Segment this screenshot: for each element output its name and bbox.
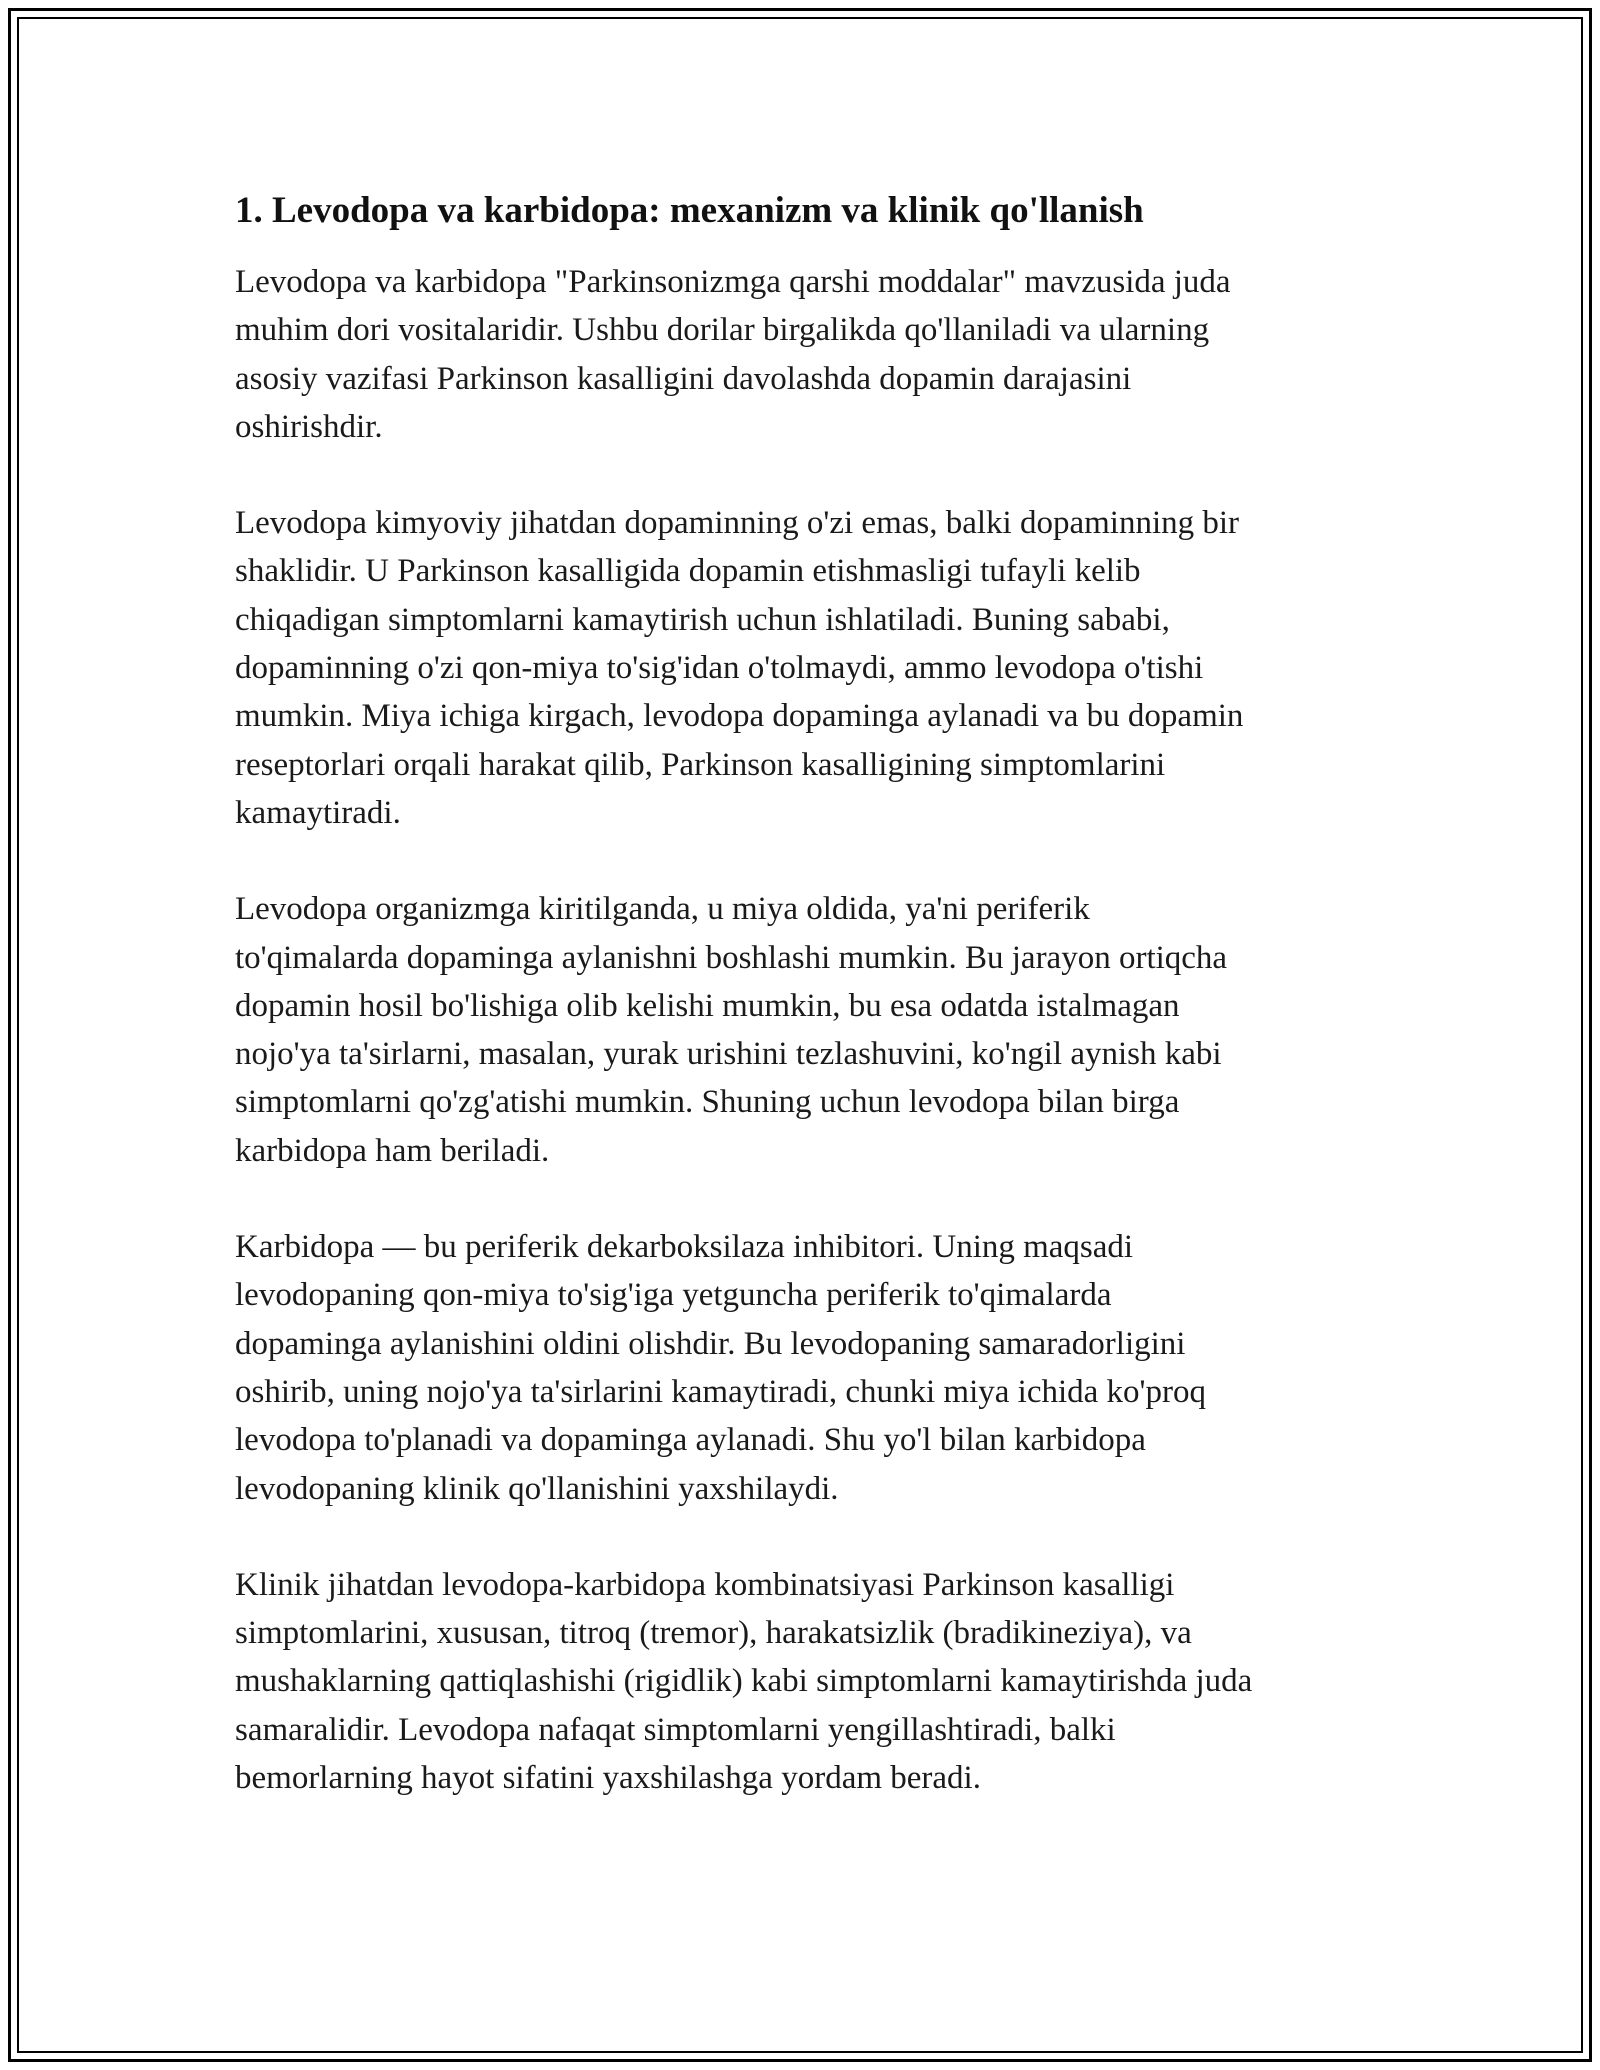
paragraph-list bbox=[235, 258, 1385, 1802]
text-line: levodopaning qon-miya to'sig'iga yetguncha periferik to'qimalarda bbox=[235, 1277, 1112, 1314]
text-line: karbidopa ham beriladi. bbox=[235, 1132, 550, 1169]
text-line: simptomlarni qo'zg'atishi mumkin. Shuning uchun levodopa bilan birga bbox=[235, 1084, 1180, 1121]
text-line: Levodopa va karbidopa "Parkinsonizmga qarshi moddalar" mavzusida juda bbox=[235, 264, 1231, 300]
text-line: reseptorlari orqali harakat qilib, Parkinson kasalligining simptomlarini bbox=[235, 746, 1166, 783]
text-line: Levodopa kimyoviy jihatdan dopaminning o'zi emas, balki dopaminning bir bbox=[235, 505, 1240, 542]
text-line: mumkin. Miya ichiga kirgach, levodopa dopaminga aylanadi va bu dopamin bbox=[235, 698, 1244, 735]
text-line: to'qimalarda dopaminga aylanishni boshlashi mumkin. Bu jarayon ortiqcha bbox=[235, 939, 1228, 976]
text-line: simptomlarini, xususan, titroq (tremor), harakatsizlik (bradikineziya), va bbox=[235, 1615, 1192, 1652]
text-line: levodopaning klinik qo'llanishini yaxshilaydi. bbox=[235, 1470, 839, 1507]
text-line: dopamin hosil bo'lishiga olib kelishi mumkin, bu esa odatda istalmagan bbox=[235, 987, 1180, 1024]
text-line: Karbidopa — bu periferik dekarboksilaza inhibitori. Uning maqsadi bbox=[235, 1229, 1134, 1266]
text-line: oshirib, uning nojo'ya ta'sirlarini kamaytiradi, chunki miya ichida ko'proq bbox=[235, 1373, 1206, 1410]
text-line: nojo'ya ta'sirlarni, masalan, yurak urishini tezlashuvini, ko'ngil aynish kabi bbox=[235, 1036, 1222, 1073]
text-line: bemorlarning hayot sifatini yaxshilashga yordam beradi. bbox=[235, 1760, 981, 1797]
text-line: kamaytiradi. bbox=[235, 794, 401, 831]
text-line: oshirishdir. bbox=[235, 408, 383, 445]
text-line: Klinik jihatdan levodopa-karbidopa kombinatsiyasi Parkinson kasalligi bbox=[235, 1566, 1175, 1603]
text-line: chiqadigan simptomlarni kamaytirish uchun ishlatiladi. Buning sababi, bbox=[235, 601, 1170, 638]
text-line: dopaminga aylanishini oldini olishdir. Bu levodopaning samaradorligini bbox=[235, 1325, 1186, 1362]
text-line: muhim dori vositalaridir. Ushbu dorilar birgalikda qo'llaniladi va ularning bbox=[235, 312, 1210, 349]
text-line: asosiy vazifasi Parkinson kasalligini davolashda dopamin darajasini bbox=[235, 360, 1132, 397]
paragraph bbox=[235, 499, 1385, 837]
text-line: samaralidir. Levodopa nafaqat simptomlarni yengillashtiradi, balki bbox=[235, 1711, 1116, 1748]
text-line: Levodopa organizmga kiritilganda, u miya oldida, ya'ni periferik bbox=[235, 891, 1090, 928]
text-line: dopaminning o'zi qon-miya to'sig'idan o'tolmaydi, ammo levodopa o'tishi bbox=[235, 650, 1204, 687]
section-heading: 1. Levodopa va karbidopa: mexanizm va klinik qo'llanish bbox=[235, 190, 1144, 231]
text-line: shaklidir. U Parkinson kasalligida dopamin etishmasligi tufayli kelib bbox=[235, 553, 1141, 590]
paragraph bbox=[235, 885, 1385, 1175]
text-line: mushaklarning qattiqlashishi (rigidlik) kabi simptomlarni kamaytirishda juda bbox=[235, 1663, 1253, 1700]
paragraph bbox=[235, 1561, 1385, 1802]
paragraph bbox=[235, 1223, 1385, 1513]
text-line: levodopa to'planadi va dopaminga aylanadi. Shu yo'l bilan karbidopa bbox=[235, 1422, 1146, 1459]
paragraph bbox=[235, 258, 1385, 451]
document-body bbox=[235, 188, 1385, 1850]
